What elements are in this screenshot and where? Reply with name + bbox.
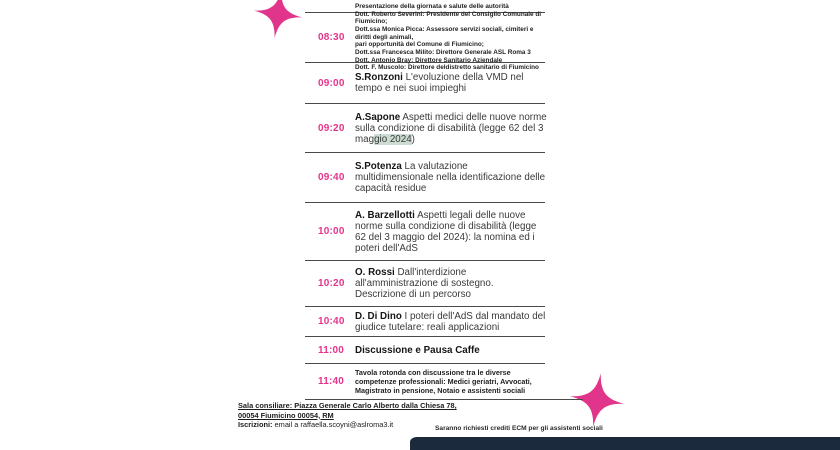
session-description — [355, 3, 547, 72]
session-description: A. Barzellotti Aspetti legali delle nuove norme sulla condizione di disabilità (legge 62 del 3 maggio del 2024): la nomina ed i poteri dell'AdS — [355, 209, 537, 254]
schedule-row — [305, 103, 545, 152]
speaker-name: S.Potenza — [355, 161, 402, 172]
speaker-name: D. Di Dino — [355, 310, 402, 322]
speaker-name: A. Barzellotti — [355, 209, 415, 221]
session-time: 11:40 — [318, 376, 345, 387]
speaker-credit-line: Dott.ssa Francesca Milito: Direttore Generale ASL Roma 3 — [355, 49, 531, 57]
session-title: Tavola rotonda con discussione tra le diverse competenze professionali: Medici geriatri, Avvocati, Magistrato in pensione, Notaio e assistenti sociali — [355, 367, 532, 396]
session-time: 09:20 — [318, 122, 345, 134]
session-description — [355, 345, 547, 356]
speaker-credit-line: Dott. F. Muscolo: Direttore deldistretto sanitario di Fiumicino — [355, 64, 539, 72]
highlighted-text: gio 2024 — [374, 133, 412, 145]
sparkle-icon — [249, 0, 308, 43]
session-title: Presentazione della giornata e salute delle autorità — [355, 2, 509, 10]
bottom-navy-band — [410, 437, 840, 450]
speaker-credit-line: pari opportunità del Comune di Fiumicino; — [355, 41, 484, 49]
schedule-row — [305, 2, 545, 72]
speaker-credit-line: Dott.ssa Monica Picca: Assessore servizi sociali, cimiteri e diritti degli animali, — [355, 25, 534, 41]
schedule-row — [305, 363, 545, 399]
session-description: S.Ronzoni L'evoluzione della VMD nel tempo e nei suoi impieghi — [355, 72, 524, 94]
session-description: D. Di Dino I poteri dell'AdS dal mandato del giudice tutelare: reali applicazioni — [355, 310, 546, 333]
speaker-name: O. Rossi — [355, 267, 395, 278]
speaker-credit-line: Dott. Roberto Severini: Presidente del Consiglio Comunale di Fiumicino; — [355, 10, 542, 26]
schedule-row — [305, 336, 545, 363]
registration-email[interactable]: email a raffaella.scoyni@aslroma3.it — [272, 420, 394, 430]
footer — [238, 401, 468, 430]
session-description: S.Potenza La valutazione multidimensionale nella identificazione delle capacità residue — [355, 161, 546, 194]
schedule-row — [305, 202, 545, 260]
ecm-credits-note: Saranno richiesti crediti ECM per gli assistenti sociali — [435, 425, 603, 432]
session-time: 10:00 — [318, 226, 345, 237]
session-time: 08:30 — [318, 32, 345, 43]
schedule-row — [305, 152, 545, 202]
schedule-bottom-rule — [305, 399, 583, 400]
session-description: A.Sapone Aspetti medici delle nuove norme sulla condizione di disabilità (legge 62 del 3 maggio 2024) — [355, 111, 547, 145]
speaker-name: S.Ronzoni — [355, 72, 403, 83]
session-time: 11:00 — [318, 344, 345, 356]
session-title: Discussione e Pausa Caffe — [355, 344, 480, 356]
session-time: 10:20 — [318, 278, 345, 289]
speaker-name: A.Sapone — [355, 111, 401, 123]
venue-address-line1: Sala consiliare: Piazza Generale Carlo Alberto dalla Chiesa 78, — [238, 401, 457, 410]
session-time: 09:40 — [318, 172, 345, 183]
session-description — [355, 368, 547, 396]
sparkle-icon — [564, 367, 630, 433]
schedule-row — [305, 260, 545, 306]
registration-label: Iscrizioni: — [238, 420, 273, 430]
session-time: 10:40 — [318, 316, 345, 327]
session-time: 09:00 — [318, 77, 345, 89]
event-schedule — [305, 2, 547, 399]
registration-line — [238, 420, 468, 430]
speaker-credit-line: Dott. Antonio Bray: Direttore Sanitario Aziendale — [355, 56, 503, 64]
session-description: O. Rossi Dall'interdizione all'amministrazione di sostegno. Descrizione di un percorso — [355, 267, 494, 300]
venue-address-line2: 00054 Fiumicino 00054, RM — [238, 410, 334, 420]
schedule-row — [305, 306, 545, 336]
